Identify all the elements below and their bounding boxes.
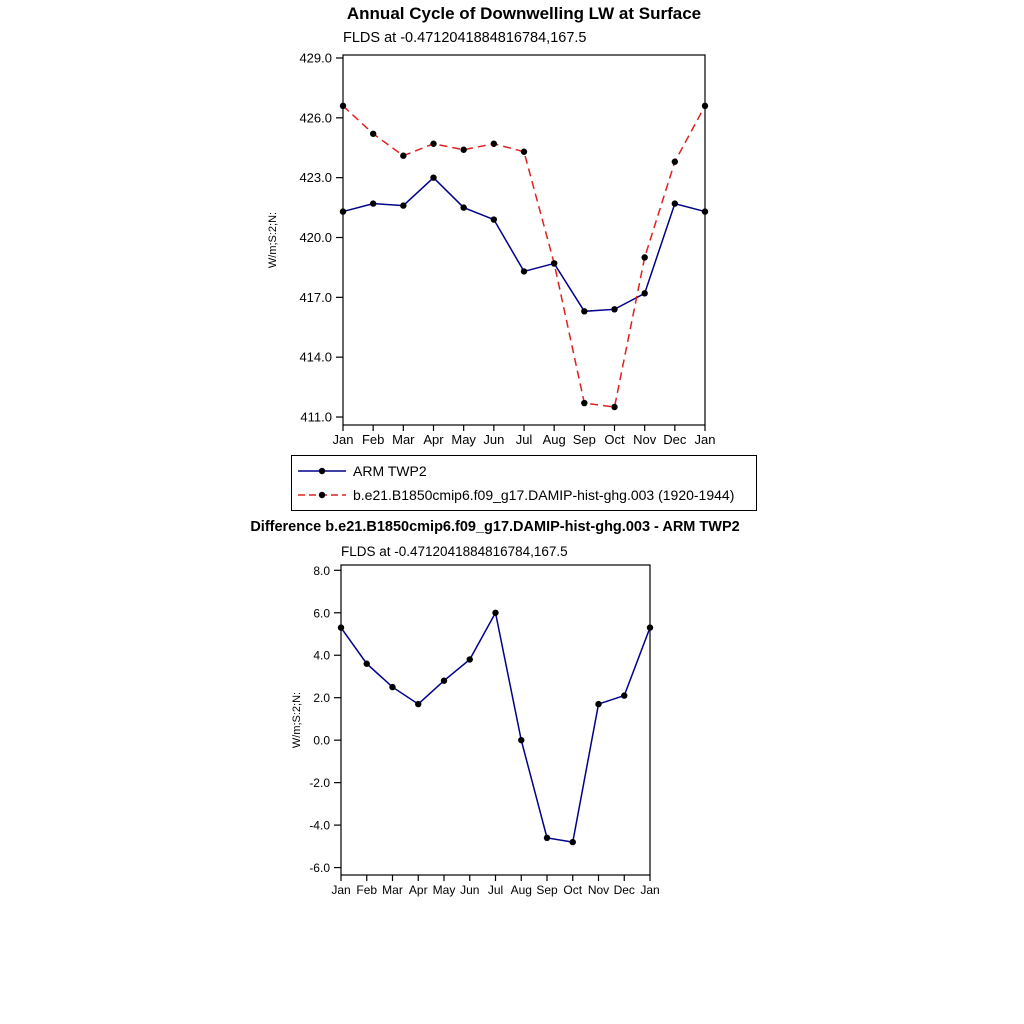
- legend-item-arm-twp2: [292, 459, 756, 483]
- legend-item-model: [292, 483, 756, 507]
- bottom-chart-title: Difference b.e21.B1850cmip6.f09_g17.DAMIP-hist-ghg.003 - ARM TWP2: [250, 519, 740, 535]
- svg-text:Jun: Jun: [460, 883, 480, 897]
- svg-text:Jan: Jan: [332, 432, 354, 447]
- bottom-chart-subtitle: FLDS at -0.4712041884816784,167.5: [341, 544, 568, 559]
- top-chart-title: Annual Cycle of Downwelling LW at Surface: [346, 4, 702, 23]
- svg-text:Aug: Aug: [542, 432, 566, 447]
- svg-text:Feb: Feb: [356, 883, 378, 897]
- svg-text:Mar: Mar: [392, 432, 415, 447]
- svg-text:Oct: Oct: [604, 432, 625, 447]
- svg-text:-2.0: -2.0: [309, 776, 330, 791]
- svg-text:Oct: Oct: [563, 883, 583, 897]
- svg-text:417.0: 417.0: [299, 289, 332, 305]
- svg-text:Jan: Jan: [331, 883, 351, 897]
- top-chart-y-axis-label: W/m;S:2;N:: [267, 211, 279, 269]
- svg-text:411.0: 411.0: [300, 409, 332, 425]
- svg-text:Aug: Aug: [510, 883, 532, 897]
- svg-text:Feb: Feb: [361, 432, 385, 447]
- svg-text:4.0: 4.0: [313, 648, 330, 663]
- top-chart-subtitle: FLDS at -0.4712041884816784,167.5: [343, 30, 587, 46]
- legend-line-solid-icon: [296, 464, 348, 478]
- svg-text:Dec: Dec: [613, 883, 635, 897]
- svg-text:6.0: 6.0: [313, 606, 330, 621]
- svg-text:Nov: Nov: [587, 883, 610, 897]
- bottom-chart-y-axis-label: W/m;S:2;N:: [291, 691, 303, 749]
- svg-text:Jul: Jul: [515, 432, 533, 447]
- legend-label-arm-twp2: ARM TWP2: [353, 463, 427, 479]
- svg-text:414.0: 414.0: [299, 349, 332, 365]
- svg-text:Jul: Jul: [487, 883, 504, 897]
- legend-label-model: b.e21.B1850cmip6.f09_g17.DAMIP-hist-ghg.003 (1920-1944): [353, 487, 735, 503]
- svg-text:May: May: [432, 883, 456, 897]
- svg-text:Mar: Mar: [382, 883, 403, 897]
- svg-text:Jun: Jun: [483, 432, 505, 447]
- svg-text:Apr: Apr: [423, 432, 444, 447]
- svg-text:Sep: Sep: [536, 883, 558, 897]
- svg-text:0.0: 0.0: [313, 733, 330, 748]
- legend-line-dashed-icon: [296, 488, 348, 502]
- svg-text:Jan: Jan: [640, 883, 660, 897]
- svg-text:-4.0: -4.0: [309, 818, 330, 833]
- svg-text:420.0: 420.0: [299, 230, 332, 246]
- svg-text:429.0: 429.0: [299, 50, 332, 66]
- svg-text:Dec: Dec: [663, 432, 687, 447]
- svg-text:2.0: 2.0: [313, 691, 330, 706]
- svg-text:426.0: 426.0: [299, 110, 332, 126]
- svg-text:Sep: Sep: [572, 432, 596, 447]
- svg-text:Jan: Jan: [694, 432, 716, 447]
- svg-text:-6.0: -6.0: [309, 861, 330, 876]
- legend: [291, 455, 757, 511]
- svg-text:Nov: Nov: [633, 432, 657, 447]
- svg-text:Apr: Apr: [408, 883, 428, 897]
- svg-text:May: May: [451, 432, 476, 447]
- svg-text:8.0: 8.0: [313, 563, 330, 578]
- svg-text:423.0: 423.0: [299, 170, 332, 186]
